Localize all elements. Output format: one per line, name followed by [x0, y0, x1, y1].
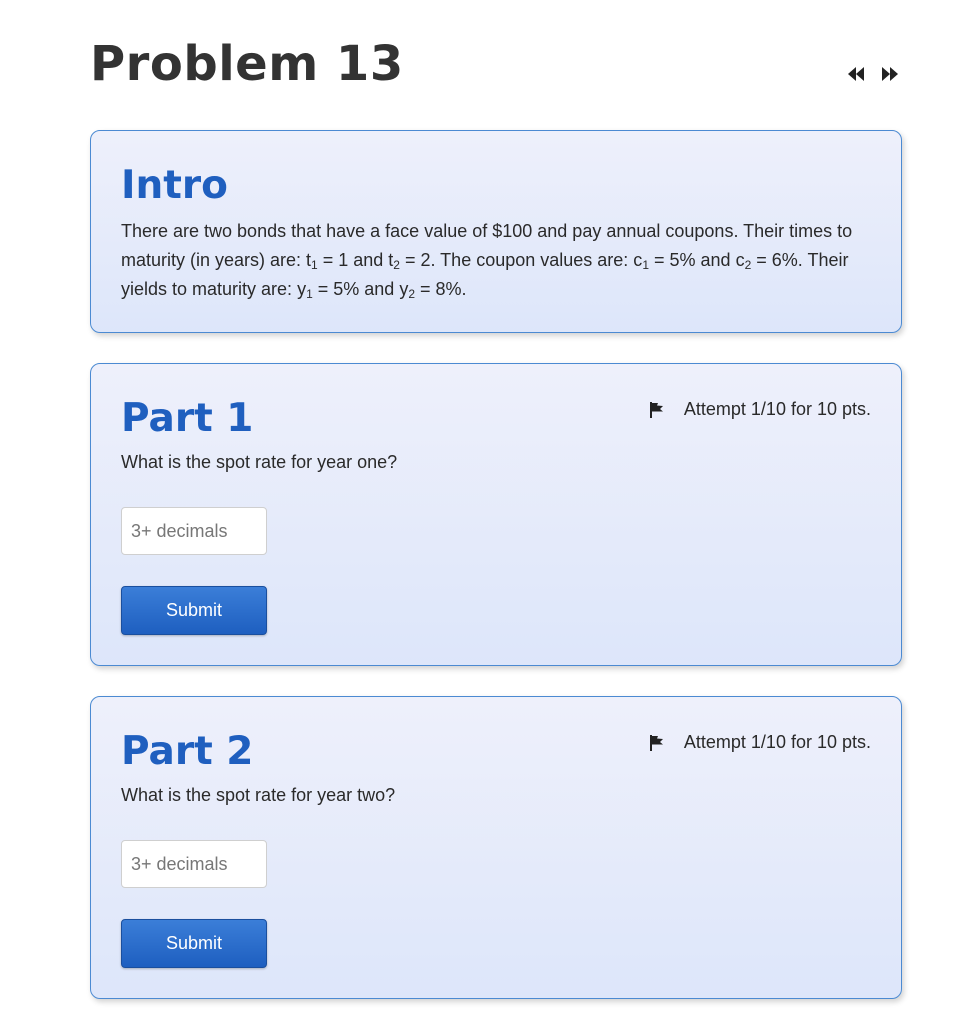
- part-1-heading: Part 1: [121, 396, 254, 441]
- part-1-submit-button[interactable]: Submit: [121, 586, 267, 635]
- previous-problem-button[interactable]: [846, 64, 866, 84]
- attempt-text: Attempt 1/10 for 10 pts.: [683, 399, 871, 419]
- subscript: 1: [311, 258, 318, 272]
- part-1-answer-input[interactable]: [121, 507, 267, 555]
- next-problem-button[interactable]: [880, 64, 900, 84]
- double-chevron-right-icon: [881, 67, 899, 81]
- double-chevron-left-icon: [847, 67, 865, 81]
- intro-text-segment: = 5% and c: [649, 250, 745, 270]
- intro-card: [90, 130, 902, 333]
- part-2-attempt-info: [650, 732, 871, 753]
- intro-text-segment: = 5% and y: [312, 279, 409, 299]
- part-2-heading: Part 2: [121, 729, 254, 774]
- intro-text-segment: = 1 and t: [317, 250, 394, 270]
- flag-icon[interactable]: [650, 402, 664, 418]
- part-2-submit-button[interactable]: Submit: [121, 919, 267, 968]
- part-1-question: What is the spot rate for year one?: [121, 452, 398, 472]
- intro-heading: Intro: [121, 163, 228, 208]
- part-2-answer-input[interactable]: [121, 840, 267, 888]
- problem-navigation: [846, 64, 900, 84]
- intro-text-segment: There are two bonds that have a face value of $100 and pay annual coupons. Their times to maturity (in years) are: t: [121, 221, 853, 270]
- page-title: Problem 13: [90, 36, 404, 92]
- subscript: 2: [744, 258, 752, 272]
- intro-text: [121, 217, 861, 304]
- subscript: 2: [393, 258, 400, 272]
- flag-icon[interactable]: [650, 735, 664, 751]
- attempt-text: Attempt 1/10 for 10 pts.: [683, 732, 871, 752]
- subscript: 2: [408, 287, 416, 301]
- intro-text-segment: = 8%.: [415, 279, 467, 299]
- part-1-attempt-info: [650, 399, 871, 420]
- part-2-question: What is the spot rate for year two?: [121, 785, 396, 805]
- subscript: 1: [642, 258, 649, 272]
- part-2-card: [90, 696, 902, 999]
- intro-text-segment: = 2. The coupon values are: c: [399, 250, 643, 270]
- subscript: 1: [306, 287, 313, 301]
- part-1-card: [90, 363, 902, 666]
- intro-text-segment: = 6%. Their yields to maturity are: y: [121, 250, 849, 299]
